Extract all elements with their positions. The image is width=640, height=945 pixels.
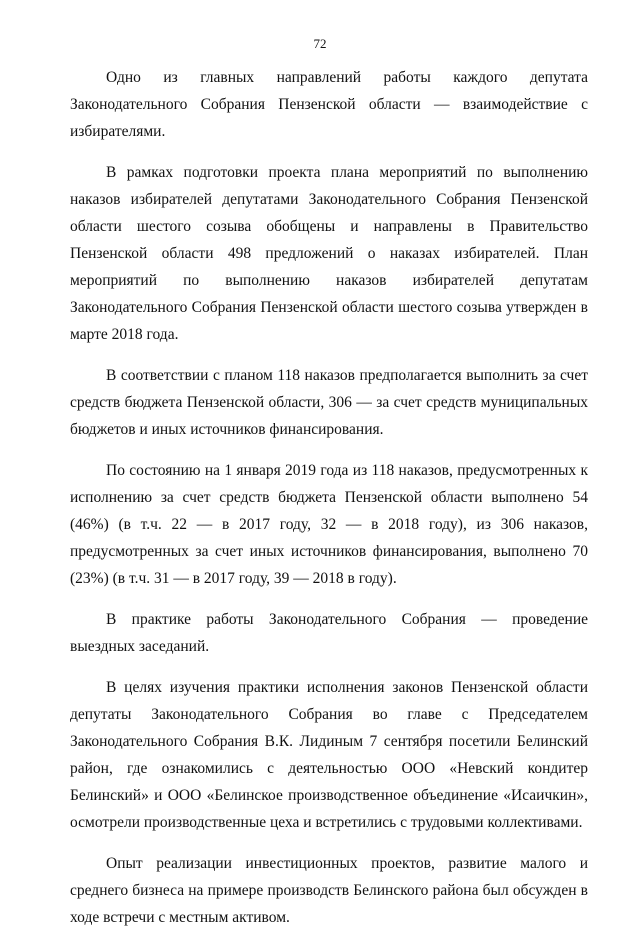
page-number: 72	[313, 36, 327, 51]
paragraph-investment-experience: Опыт реализации инвестиционных проектов, развитие малого и среднего бизнеса на примере производств Белинского района был обсужден в ходе встречи с местным активом.	[70, 855, 588, 926]
paragraph-execution-status: По состоянию на 1 января 2019 года из 118 наказов, предусмотренных к исполнению за счет средств бюджета Пензенской области выполнено 54 (46%) (в т.ч. 22 — в 2017 году, 32 — в 2018 году), из 306 наказов, предусмотренных за счет иных источников финансирования, выполнено 70 (23%) (в т.ч. 31 — в 2017 году, 39 — 2018 в году).	[70, 462, 588, 587]
paragraph-funding-plan: В соответствии с планом 118 наказов предполагается выполнить за счет средств бюджета Пензенской области, 306 — за счет средств муниципальных бюджетов и иных источников финансирования.	[70, 367, 588, 438]
paragraph-plan-preparation: В рамках подготовки проекта плана мероприятий по выполнению наказов избирателей депутатами Законодательного Собрания Пензенской области шестого созыва обобщены и направлены в Правительство Пензенской области 498 предложений о наказах избирателей. План мероприятий по выполнению наказов избирателей депутатам Законодательного Собрания Пензенской области шестого созыва утвержден в марте 2018 года.	[70, 164, 588, 343]
paragraph-voter-interaction: Одно из главных направлений работы каждого депутата Законодательного Собрания Пензенской области — взаимодействие с избирателями.	[70, 69, 588, 140]
paragraph-field-sessions: В практике работы Законодательного Собрания — проведение выездных заседаний.	[70, 611, 588, 655]
document-body	[70, 64, 588, 945]
paragraph-belinsky-visit: В целях изучения практики исполнения законов Пензенской области депутаты Законодательного Собрания во главе с Председателем Законодательного Собрания В.К. Лидиным 7 сентября посетили Белинский район, где ознакомились с деятельностью ООО «Невский кондитер Белинский» и ООО «Белинское производственное объединение «Исаичкин», осмотрели производственные цеха и встретились с трудовыми коллективами.	[70, 679, 588, 831]
